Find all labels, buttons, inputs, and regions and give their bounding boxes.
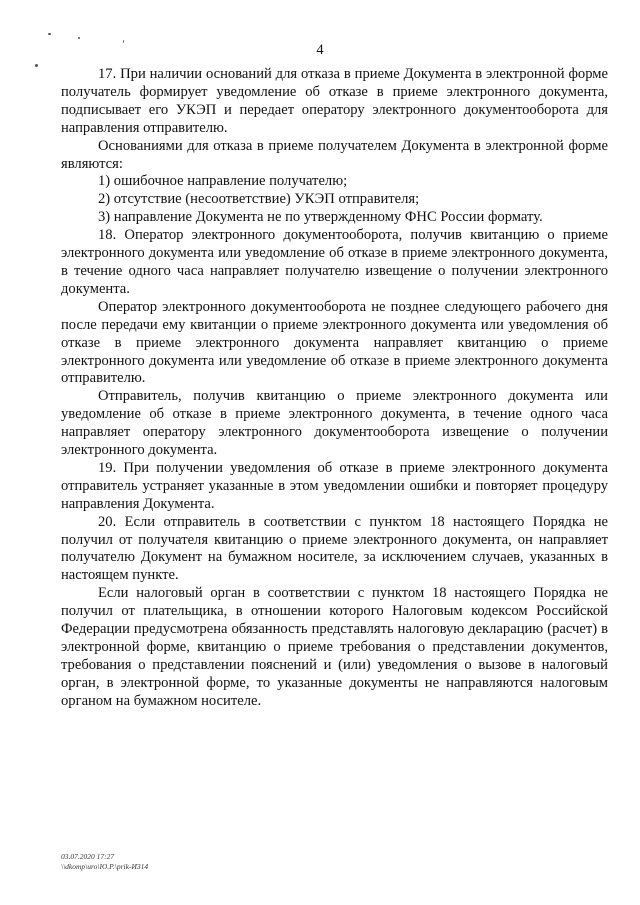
- paragraph-item-17: 17. При наличии оснований для отказа в приеме Документа в электронной форме получатель формирует уведомление об отказе в приеме электронного документа, подписывает его УКЭП и передает оператору электронного документооборота для направления отправителю.: [61, 66, 608, 136]
- paragraph-item-20: 20. Если отправитель в соответствии с пунктом 18 настоящего Порядка не получил от получателя квитанцию о приеме электронного документа, он направляет получателю Документ на бумажном носителе, за исключением случаев, указанных в настоящем пункте.: [61, 513, 608, 584]
- document-footer: [61, 852, 148, 872]
- paragraph-sender-notice: Отправитель, получив квитанцию о приеме электронного документа или уведомление об отказе в приеме электронного документа, в течение одного часа направляет оператору электронного документооборота извещение о получении электронного документа.: [61, 388, 608, 459]
- list-item-ground-3: 3) направление Документа не по утвержденному ФНС России формату.: [98, 209, 543, 226]
- document-body: [61, 66, 608, 711]
- page-number: 4: [316, 42, 324, 58]
- footer-file-path: \\dkomp\uro\Ю.Р.\prik-И314: [61, 862, 149, 871]
- paragraph-operator-next-day: Оператор электронного документооборота не позднее следующего рабочего дня после передачи ему квитанции о приеме электронного документа или уведомления об отказе в приеме электронного документа направляет квитанцию о приеме электронного документа или уведомление об отказе в приеме электронного документа отправителю.: [61, 298, 608, 387]
- scan-speck: [35, 64, 38, 67]
- scan-speck: [78, 37, 80, 39]
- list-item-ground-2: 2) отсутствие (несоответствие) УКЭП отправителя;: [98, 191, 420, 208]
- scan-speck: [123, 40, 124, 43]
- paragraph-item-18: 18. Оператор электронного документооборота, получив квитанцию о приеме электронного документа или уведомление об отказе в приеме электронного документа, в течение одного часа направляет получателю извещение о получении электронного документа.: [61, 227, 608, 297]
- paragraph-tax-authority: Если налоговый орган в соответствии с пунктом 18 настоящего Порядка не получил от плательщика, в отношении которого Налоговым кодексом Российской Федерации предусмотрена обязанность представлять налоговую декларацию (расчет) в электронной форме, квитанцию о приеме требования о представлении документов, требования о представлении пояснений и (или) уведомления о вызове в налоговый орган, в электронной форме, то указанные документы не направляются налоговым органом на бумажном носителе.: [61, 585, 608, 709]
- paragraph-refusal-grounds: Основаниями для отказа в приеме получателем Документа в электронной форме являются:: [61, 137, 608, 172]
- footer-timestamp: 03.07.2020 17:27: [61, 852, 115, 861]
- paragraph-item-19: 19. При получении уведомления об отказе в приеме электронного документа отправитель устраняет указанные в этом уведомлении ошибки и повторяет процедуру направления Документа.: [61, 459, 608, 512]
- scan-speck: [48, 33, 51, 35]
- list-item-ground-1: 1) ошибочное направление получателю;: [98, 173, 348, 190]
